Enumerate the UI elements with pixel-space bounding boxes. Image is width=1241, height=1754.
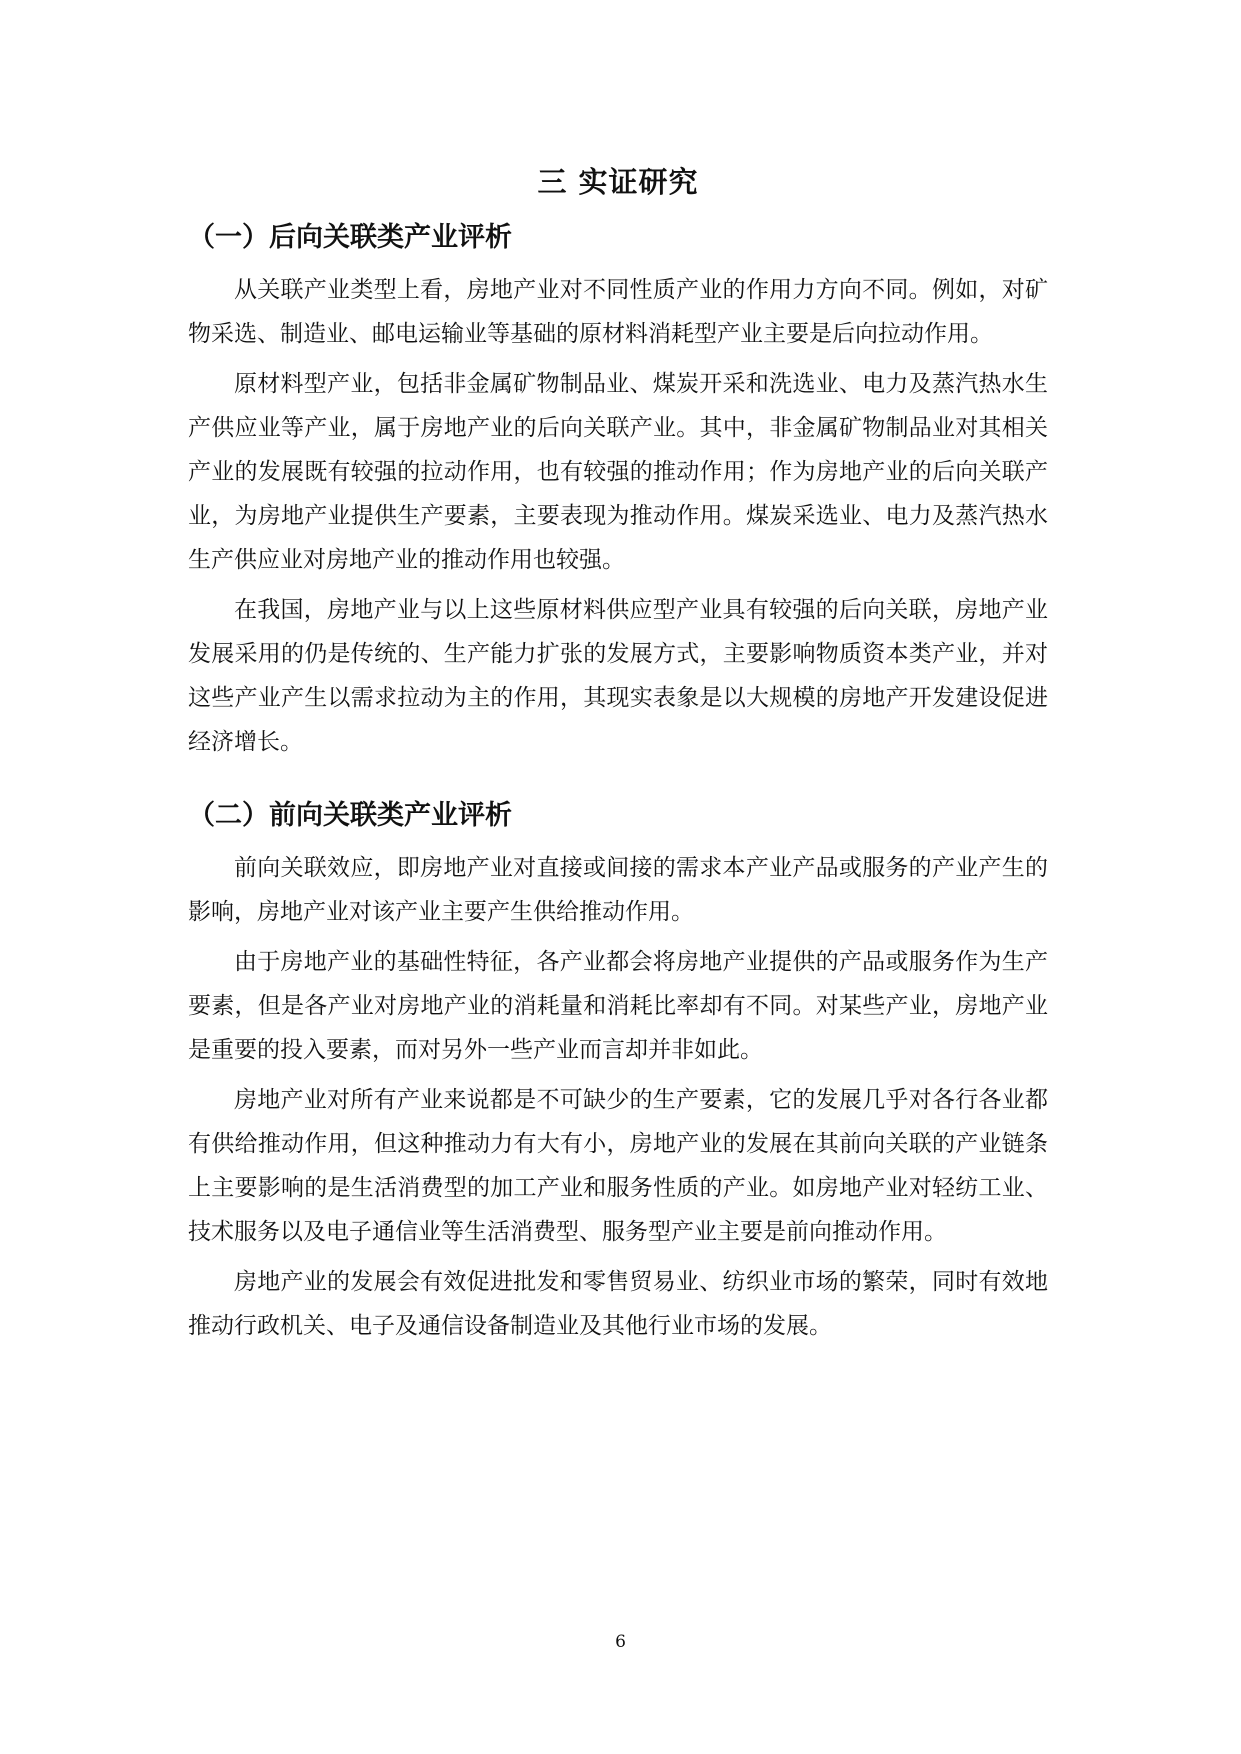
paragraph: 在我国，房地产业与以上这些原材料供应型产业具有较强的后向关联，房地产业发展采用的仍是传统的、生产能力扩张的发展方式，主要影响物质资本类产业，并对这些产业产生以需求拉动为主的作用，其现实表象是以大规模的房地产开发建设促进经济增长。 — [188, 597, 1048, 755]
paragraph: 房地产业对所有产业来说都是不可缺少的生产要素，它的发展几乎对各行各业都有供给推动作用，但这种推动力有大有小，房地产业的发展在其前向关联的产业链条上主要影响的是生活消费型的加工产业和服务性质的产业。如房地产业对轻纺工业、技术服务以及电子通信业等生活消费型、服务型产业主要是前向推动作用。 — [188, 1087, 1048, 1245]
section-heading: （一）后向关联类产业评析 — [188, 222, 512, 253]
paragraph: 原材料型产业，包括非金属矿物制品业、煤炭开采和洗选业、电力及蒸汽热水生产供应业等产业，属于房地产业的后向关联产业。其中，非金属矿物制品业对其相关产业的发展既有较强的拉动作用，也有较强的推动作用；作为房地产业的后向关联产业，为房地产业提供生产要素，主要表现为推动作用。煤炭采选业、电力及蒸汽热水生产供应业对房地产业的推动作用也较强。 — [188, 371, 1048, 573]
page-content — [188, 158, 1048, 1354]
page-number: 6 — [615, 1632, 626, 1652]
paragraph: 房地产业的发展会有效促进批发和零售贸易业、纺织业市场的繁荣，同时有效地推动行政机关、电子及通信设备制造业及其他行业市场的发展。 — [188, 1269, 1048, 1339]
paragraph: 由于房地产业的基础性特征，各产业都会将房地产业提供的产品或服务作为生产要素，但是各产业对房地产业的消耗量和消耗比率却有不同。对某些产业，房地产业是重要的投入要素，而对另外一些产业而言却并非如此。 — [188, 949, 1048, 1063]
section-backward-linkage — [188, 218, 1048, 764]
chapter-title: 三 实证研究 — [537, 165, 699, 199]
section-forward-linkage — [188, 796, 1048, 1348]
paragraph: 前向关联效应，即房地产业对直接或间接的需求本产业产品或服务的产业产生的影响，房地产业对该产业主要产生供给推动作用。 — [188, 855, 1048, 925]
paragraph: 从关联产业类型上看，房地产业对不同性质产业的作用力方向不同。例如，对矿物采选、制造业、邮电运输业等基础的原材料消耗型产业主要是后向拉动作用。 — [188, 277, 1048, 347]
section-heading: （二）前向关联类产业评析 — [188, 800, 512, 831]
